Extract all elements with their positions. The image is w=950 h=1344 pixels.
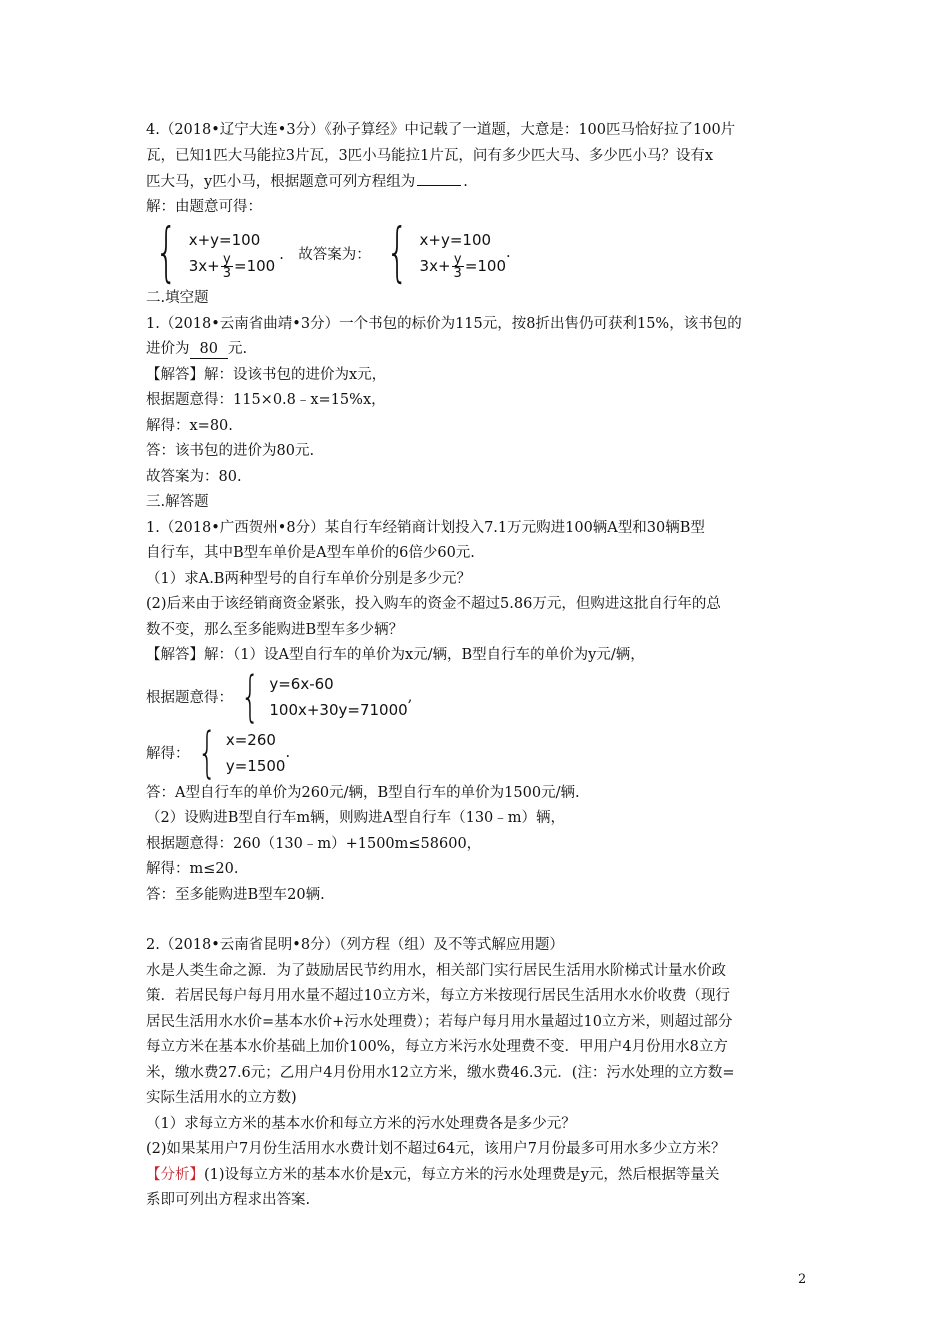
problem4-line3-end: . (463, 174, 468, 190)
left-brace-icon: { (197, 720, 217, 784)
q1-part2-d: 答：至多能购进B型车20辆. (146, 886, 325, 903)
answer-blank (417, 169, 461, 186)
fill1-sol1 (146, 363, 826, 389)
system1-eq2-pre: 3x+ (188, 257, 220, 275)
q2-line7: 实际生活用水的立方数) (146, 1090, 297, 1106)
q1-system-b (146, 720, 826, 784)
problem4-line3-text: 匹大马，y匹小马，根据题意可列方程组为 (146, 174, 416, 190)
fill1-line2 (146, 337, 826, 363)
fill1-answer: 80 (190, 340, 228, 359)
q2-line1: 2.（2018•云南省昆明•8分）（列方程（组）及不等式解应用题） (146, 937, 564, 953)
fraction-den: 3 (453, 265, 462, 281)
q2-line2: 水是人类生命之源．为了鼓励居民节约用水，相关部门实行居民生活用水阶梯式计量水价政 (146, 962, 726, 979)
q2-line4: 居民生活用水水价=基本水价+污水处理费）；若每户每月用水量超过10立方米，则超过部分 (146, 1013, 733, 1030)
q2-analysis1-text: (1)设每立方米的基本水价是x元，每立方米的污水处理费是y元，然后根据等量关 (204, 1166, 720, 1183)
q1-part2-c: 解得：m≤20. (146, 861, 239, 877)
systemB-end: . (285, 744, 291, 761)
systemB-eq2: y=1500 (225, 756, 286, 775)
q1-sol1-text: 解：（1）设A型自行车的单价为x元/辆，B型自行车的单价为y元/辆， (204, 647, 645, 663)
q1-line3: （1）求A.B两种型号的自行车单价分别是多少元？ (146, 570, 471, 587)
equation-system-b (190, 720, 286, 784)
answer-tag: 【解答】 (146, 366, 204, 383)
spacer (146, 908, 826, 933)
problem4-line1: 4.（2018•辽宁大连•3分）《孙子算经》中记载了一道题，大意是：100匹马恰好拉了100片 (146, 122, 736, 138)
equation-system-1 (146, 216, 276, 290)
answer-tag: 【解答】 (146, 647, 204, 663)
systemA-eq1: y=6x-60 (269, 674, 334, 693)
fill1-line2-text: 进价为 (146, 341, 190, 357)
fill1-line2-end: 元. (227, 341, 248, 357)
problem4-mid-text: . 故答案为： (279, 246, 371, 263)
left-brace-icon: { (385, 216, 409, 290)
q2-line5: 每立方米在基本水价基础上加价100%，每立方米污水处理费不变．甲用户4月份用水8立方 (146, 1039, 728, 1055)
equation-system-2 (377, 216, 507, 290)
problem4-equations (146, 216, 826, 290)
system2-eq1: x+y=100 (419, 231, 492, 249)
analysis-tag: 【分析】 (146, 1166, 204, 1183)
left-brace-icon: { (240, 664, 260, 728)
fill1-sol5: 故答案为：80. (146, 468, 242, 485)
q1-part2-a: （2）设购进B型自行车m辆，则购进A型自行车（130﹣m）辆， (146, 810, 566, 826)
q1-line4: (2)后来由于该经销商资金紧张，投入购车的资金不超过5.86万元，但购进这批自行年的总 (146, 596, 721, 612)
problem4-line2: 瓦，已知1匹大马能拉3片瓦，3匹小马能拉1片瓦，问有多少匹大马、多少匹小马？设有x (146, 147, 714, 164)
q2-line6: 米，缴水费27.6元；乙用户4月份用水12立方米，缴水费46.3元．(注：污水处理的立方数= (146, 1064, 735, 1081)
q2-line8: （1）求每立方米的基本水价和每立方米的污水处理费各是多少元？ (146, 1115, 576, 1132)
systemA-eq2: 100x+30y=71000 (269, 700, 408, 719)
system1-eq2 (189, 253, 275, 279)
fraction (221, 253, 233, 280)
problem4-end-text: . (506, 245, 511, 261)
fill1-sol4: 答：该书包的进价为80元. (146, 443, 315, 459)
q1-line2: 自行车，其中B型车单价是A型车单价的6倍少60元. (146, 545, 475, 561)
q1-line5: 数不变，那么至多能购进B型车多少辆？ (146, 621, 404, 638)
system1-eq1: x+y=100 (188, 231, 261, 249)
page-number: 2 (798, 1272, 807, 1287)
fraction-num: y (223, 251, 231, 267)
problem4-line3 (146, 169, 826, 195)
fraction (452, 253, 464, 280)
system1-eq2-post: =100 (234, 257, 276, 275)
equation-system-a (233, 664, 408, 728)
fill1-line1: 1.（2018•云南省曲靖•3分）一个书包的标价为115元，按8折出售仍可获利15%，该书包的 (146, 315, 742, 332)
section-heading-solve: 三.解答题 (146, 494, 209, 510)
problem4-solution-label: 解：由题意可得： (146, 198, 262, 215)
section-heading-fill: 二.填空题 (146, 290, 209, 306)
fraction-num: y (453, 251, 462, 267)
left-brace-icon: { (155, 216, 178, 290)
q1-part2-b: 根据题意得：260（130﹣m）+1500m≤58600， (146, 835, 482, 852)
q1-label-b: 解得： (146, 746, 190, 762)
system2-eq2-post: =100 (464, 257, 507, 275)
fraction-den: 3 (222, 265, 231, 281)
q1-system-a (146, 664, 826, 728)
q2-analysis2: 系即可列出方程求出答案. (146, 1192, 311, 1208)
q2-line3: 策．若居民每户每月用水量不超过10立方米，每立方米按现行居民生活用水水价收费（现行 (146, 988, 730, 1004)
fill1-sol1-text: 解：设该书包的进价为x元， (204, 366, 387, 383)
q1-ans1: 答：A型自行车的单价为260元/辆，B型自行车的单价为1500元/辆. (146, 784, 580, 801)
q2-line9: (2)如果某用户7月份生活用水水费计划不超过64元，该用户7月份最多可用水多少立方米？ (146, 1141, 726, 1157)
fill1-sol3: 解得：x=80. (146, 417, 233, 434)
q1-line1: 1.（2018•广西贺州•8分）某自行车经销商计划投入7.1万元购进100辆A型和30辆B型 (146, 519, 705, 536)
fill1-sol2: 根据题意得：115×0.8﹣x=15%x， (146, 392, 386, 408)
system2-eq2-pre: 3x+ (419, 257, 451, 275)
q1-label-a: 根据题意得： (146, 690, 233, 706)
systemB-eq1: x=260 (225, 730, 276, 749)
system2-eq2 (420, 253, 506, 279)
q2-analysis1 (146, 1163, 826, 1189)
systemA-end: , (407, 688, 413, 705)
page-content (146, 118, 826, 1214)
